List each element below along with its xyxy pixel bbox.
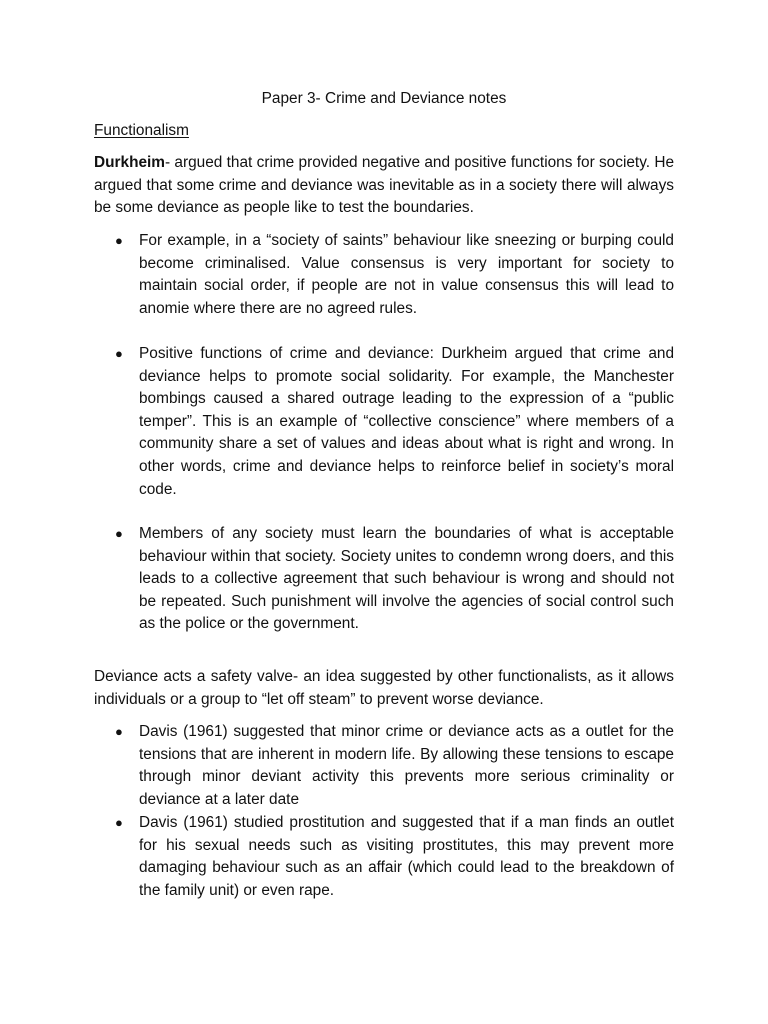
bullet-text: Davis (1961) suggested that minor crime or deviance acts as a outlet for the tensions that are inherent in modern life. By allowing these tensions to escape through minor deviant activity this prevents more serious criminality or deviance at a later date — [139, 723, 674, 808]
page-title: Paper 3- Crime and Deviance notes — [261, 90, 507, 107]
bullet-text: For example, in a “society of saints” behaviour like sneezing or burping could become criminalised. Value consensus is very important for society to maintain social order, if people are not in value consensus this will lead to anomie where there are no agreed rules. — [139, 232, 674, 317]
section-heading: Functionalism — [94, 122, 189, 139]
bullet-icon: ● — [115, 346, 123, 361]
intro-text: - argued that crime provided negative and positive functions for society. He argued that some crime and deviance was inevitable as in a society there will always be some deviance as people like to test the boundaries. — [94, 154, 674, 217]
bullet-text: Davis (1961) studied prostitution and suggested that if a man finds an outlet for his sexual needs such as visiting prostitutes, this may prevent more damaging behaviour such as an affair (which could lead to the breakdown of the family unit) or even rape. — [139, 814, 674, 899]
bullet-icon: ● — [115, 815, 123, 830]
list-item — [115, 343, 674, 501]
bullet-text: Members of any society must learn the boundaries of what is acceptable behaviour within that society. Society unites to condemn wrong doers, and this leads to a collective agreement that such behaviour is wrong and should not be repeated. Such punishment will involve the agencies of social control such as the police or the government. — [139, 525, 674, 633]
list-item — [115, 721, 674, 811]
bullet-icon: ● — [115, 724, 123, 739]
safety-valve-paragraph: Deviance acts a safety valve- an idea suggested by other functionalists, as it allows individuals or a group to “let off steam” to prevent worse deviance. — [94, 668, 674, 708]
bullet-icon: ● — [115, 233, 123, 248]
intro-paragraph — [94, 152, 674, 220]
intro-bold-name: Durkheim — [94, 154, 165, 171]
list-item — [115, 230, 674, 320]
bullet-text: Positive functions of crime and deviance: Durkheim argued that crime and deviance helps to promote social solidarity. For example, the Manchester bombings caused a shared outrage leading to the expression of a “public temper”. This is an example of “collective conscience” where members of a community share a set of values and ideas about what is right and wrong. In other words, crime and deviance helps to reinforce belief in society’s moral code. — [139, 345, 674, 498]
list-item — [115, 523, 674, 636]
bullet-icon: ● — [115, 526, 123, 541]
list-item — [115, 812, 674, 902]
